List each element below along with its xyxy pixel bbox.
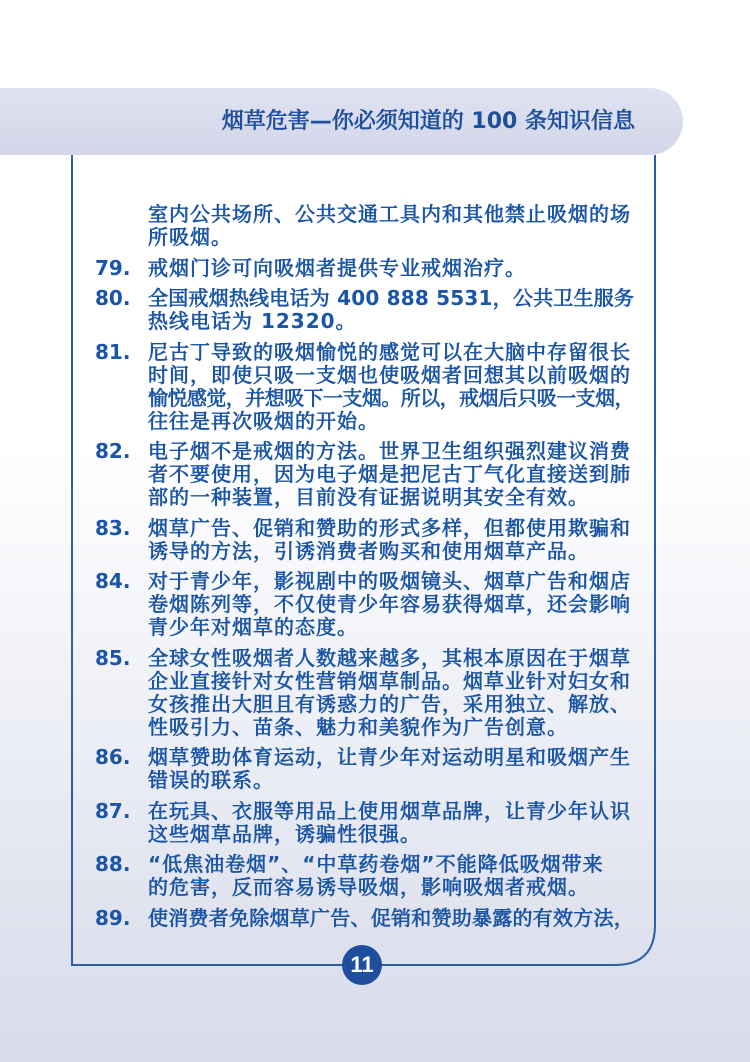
item-text-line: 所吸烟。 xyxy=(148,225,232,249)
item-text-line: 对于青少年，影视剧中的吸烟镜头、烟草广告和烟店 xyxy=(148,569,631,593)
item-number: 89. xyxy=(95,905,131,930)
item-text-line: 室内公共场所、公共交通工具内和其他禁止吸烟的场 xyxy=(148,202,631,226)
list-item xyxy=(0,257,750,280)
item-text-line: 在玩具、衣服等用品上使用烟草品牌，让青少年认识 xyxy=(148,798,631,823)
list-item xyxy=(0,746,750,792)
list-item xyxy=(0,647,750,739)
item-text-line: “低焦油卷烟”、“中草药卷烟”不能降低吸烟带来 xyxy=(148,852,604,876)
item-text-line: 往往是再次吸烟的开始。 xyxy=(148,408,379,433)
item-text-line: 时间，即使只吸一支烟也使吸烟者回想其以前吸烟的 xyxy=(148,362,631,387)
item-number: 87. xyxy=(95,798,131,823)
header-band xyxy=(0,88,683,155)
list-item xyxy=(0,800,750,846)
item-text-line: 热线电话为 12320。 xyxy=(148,309,357,333)
item-text-line: 错误的联系。 xyxy=(148,768,274,792)
item-text-line: 青少年对烟草的态度。 xyxy=(148,615,358,639)
item-number: 79. xyxy=(95,255,131,280)
item-text-line: 部的一种装置，目前没有证据说明其安全有效。 xyxy=(148,485,589,509)
page-title: 烟草危害—你必须知道的 100 条知识信息 xyxy=(221,109,635,134)
item-number: 85. xyxy=(95,645,131,670)
list-item-continuation xyxy=(0,203,750,249)
item-number: 84. xyxy=(95,569,131,593)
item-text-line: 戒烟门诊可向吸烟者提供专业戒烟治疗。 xyxy=(148,255,526,280)
item-text-line: 电子烟不是戒烟的方法。世界卫生组织强烈建议消费 xyxy=(148,439,631,463)
list-item xyxy=(0,853,750,899)
knowledge-list xyxy=(0,203,750,930)
item-text-line: 烟草广告、促销和赞助的形式多样，但都使用欺骗和 xyxy=(148,515,631,540)
list-item xyxy=(0,907,750,930)
list-item xyxy=(0,440,750,509)
item-number: 82. xyxy=(95,439,131,463)
item-number: 86. xyxy=(95,745,131,769)
list-item xyxy=(0,570,750,639)
item-text-line: 愉悦感觉，并想吸下一支烟。所以，戒烟后只吸一支烟， xyxy=(148,385,634,410)
item-text-line: 者不要使用，因为电子烟是把尼古丁气化直接送到肺 xyxy=(148,462,631,486)
item-number: 80. xyxy=(95,286,131,310)
item-number: 88. xyxy=(95,852,131,876)
item-text-line: 性吸引力、苗条、魅力和美貌作为广告创意。 xyxy=(148,714,568,739)
item-text-line: 这些烟草品牌，诱骗性很强。 xyxy=(148,821,421,846)
list-item xyxy=(0,517,750,563)
page-number: 11 xyxy=(342,945,382,985)
item-text-line: 尼古丁导致的吸烟愉悦的感觉可以在大脑中存留很长 xyxy=(148,339,631,364)
item-number: 83. xyxy=(95,515,131,540)
item-text-line: 使消费者免除烟草广告、促销和赞助暴露的有效方法， xyxy=(148,905,634,930)
item-text-line: 诱导的方法，引诱消费者购买和使用烟草产品。 xyxy=(148,538,589,563)
item-text-line: 烟草赞助体育运动，让青少年对运动明星和吸烟产生 xyxy=(148,745,631,769)
item-text-line: 卷烟陈列等，不仅使青少年容易获得烟草，还会影响 xyxy=(148,592,631,616)
item-text-line: 全球女性吸烟者人数越来越多，其根本原因在于烟草 xyxy=(148,645,631,670)
item-number: 81. xyxy=(95,339,131,364)
item-text-line: 女孩推出大胆且有诱惑力的广告，采用独立、解放、 xyxy=(148,691,631,716)
item-text-line: 全国戒烟热线电话为 400 888 5531，公共卫生服务 xyxy=(148,286,635,310)
list-item xyxy=(0,341,750,433)
item-text-line: 企业直接针对女性营销烟草制品。烟草业针对妇女和 xyxy=(148,668,631,693)
item-text-line: 的危害，反而容易诱导吸烟，影响吸烟者戒烟。 xyxy=(148,875,589,899)
list-item xyxy=(0,287,750,333)
